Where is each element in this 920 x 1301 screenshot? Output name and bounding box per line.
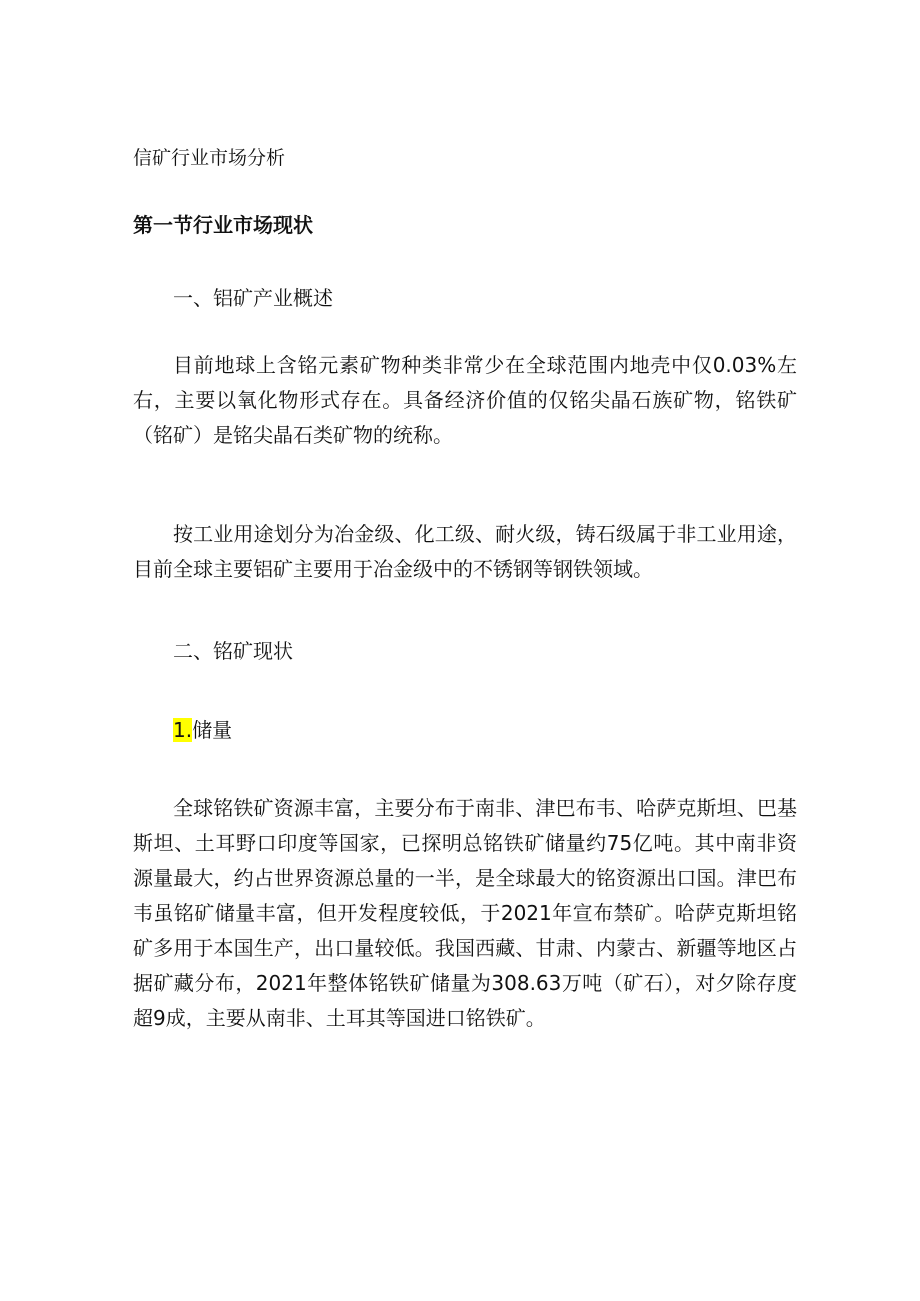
document-title: 信矿行业市场分析 <box>133 147 286 169</box>
section-title: 第一节行业市场现状 <box>133 213 313 237</box>
paragraph-usage: 按工业用途划分为冶金级、化工级、耐火级，铸石级属于非工业用途，目前全球主要铝矿主要用于冶金级中的不锈钢等钢铁领域。 <box>133 522 797 581</box>
paragraph-overview: 目前地球上含铭元素矿物种类非常少在全球范围内地壳中仅0.03%左右，主要以氧化物形式存在。具备经济价值的仅铭尖晶石族矿物，铭铁矿（铭矿）是铭尖晶石类矿物的统称。 <box>133 353 797 447</box>
heading-reserves-text: 储量 <box>192 718 233 742</box>
paragraph-reserves: 全球铭铁矿资源丰富，主要分布于南非、津巴布韦、哈萨克斯坦、巴基斯坦、土耳野口印度等国家，已探明总铭铁矿储量约75亿吨。其中南非资源量最大，约占世界资源总量的一半，是全球最大的铭资源出口国。津巴布韦虽铭矿储量丰富，但开发程度较低，于2021年宣布禁矿。哈萨克斯坦铭矿多用于本国生产，出口量较低。我国西藏、甘肃、内蒙古、新疆等地区占据矿藏分布，2021年整体铭铁矿储量为308.63万吨（矿石），对夕除存度超9成，主要从南非、土耳其等国进口铭铁矿。 <box>133 796 797 1030</box>
heading-status: 二、铭矿现状 <box>173 639 293 663</box>
heading-reserves <box>173 716 232 744</box>
heading-reserves-number: 1. <box>173 718 193 742</box>
heading-overview: 一、铝矿产业概述 <box>173 286 333 310</box>
